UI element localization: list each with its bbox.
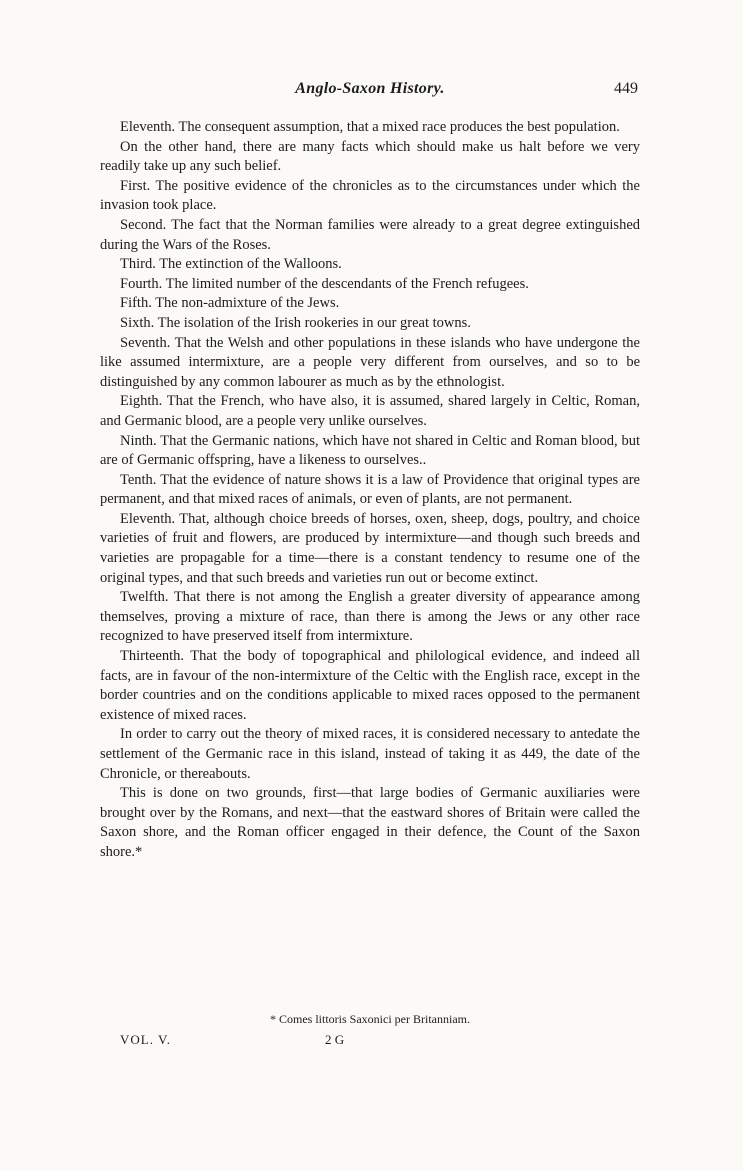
paragraph-eleventh-assumption: Eleventh. The consequent assumption, that a mixed race produces the best population. [120,119,620,135]
page-number: 449 [614,80,638,97]
paragraph-first: First. The positive evidence of the chronicles as to the circumstances under which the invasion took place. [100,177,640,214]
footnote: * Comes littoris Saxonici per Britanniam. [270,1012,470,1026]
paragraph-eighth: Eighth. That the French, who have also, it is assumed, shared largely in Celtic, Roman, and Germanic blood, are a people very unlike ourselves. [100,393,640,429]
paragraph-ninth: Ninth. That the Germanic nations, which have not shared in Celtic and Roman blood, but are of Germanic offspring, have a likeness to ourselves.. [100,432,640,469]
signature-mark: 2 G [325,1032,345,1047]
paragraph-mixed-races-theory: In order to carry out the theory of mixed races, it is considered necessary to antedate the settlement of the Germanic race in this island, instead of taking it as 449, the date of the Chronicle, or thereabouts. [100,726,640,782]
paragraph-sixth: Sixth. The isolation of the Irish rookeries in our great towns. [120,314,471,331]
paragraph-eleventh: Eleventh. That, although choice breeds of horses, oxen, sheep, dogs, poultry, and choice varieties of fruit and flowers, are produced by intermixture—and though such breeds and varieties are propagable for a time—there is a constant tendency to resume one of the original types, and that such breeds and varieties run out or become extinct. [100,510,640,586]
paragraph-seventh: Seventh. That the Welsh and other populations in these islands who have undergone the like assumed intermixture, are a people very different from ourselves, and so to be distinguished by any common labourer as much as by the ethnologist. [100,334,640,390]
paragraph-fourth: Fourth. The limited number of the descendants of the French refugees. [120,275,529,292]
paragraph-twelfth: Twelfth. That there is not among the English a greater diversity of appearance among themselves, proving a mixture of race, than there is among the Jews or any other race recognized to have preserved itself from intermixture. [100,589,640,645]
paragraph-third: Third. The extinction of the Walloons. [120,256,342,273]
paragraph-fifth: Fifth. The non-admixture of the Jews. [120,295,340,312]
page-title: Anglo-Saxon History. [295,80,445,97]
paragraph-other-hand: On the other hand, there are many facts which should make us halt before we very readily take up any such belief. [100,138,640,175]
paragraph-thirteenth: Thirteenth. That the body of topographical and philological evidence, and indeed all facts, are in favour of the non-intermixture of the Celtic with the English race, except in the border countries and on the conditions applicable to mixed races opposed to the permanent existence of mixed races. [100,648,640,723]
paragraph-two-grounds: This is done on two grounds, first—that large bodies of Germanic auxiliaries were brought over by the Romans, and next—that the eastward shores of Britain were called the Saxon shore, and the Roman officer engaged in their defence, the Count of the Saxon shore.* [100,785,640,860]
paragraph-tenth: Tenth. That the evidence of nature shows it is a law of Providence that original types are permanent, and that mixed races of animals, or even of plants, are not permanent. [100,471,640,508]
volume-label: VOL. V. [120,1032,171,1047]
signature-line [120,1032,640,1050]
body-text [100,118,640,863]
running-head [100,80,640,102]
paragraph-second: Second. The fact that the Norman families were already to a great degree extinguished during the Wars of the Roses. [100,216,640,253]
